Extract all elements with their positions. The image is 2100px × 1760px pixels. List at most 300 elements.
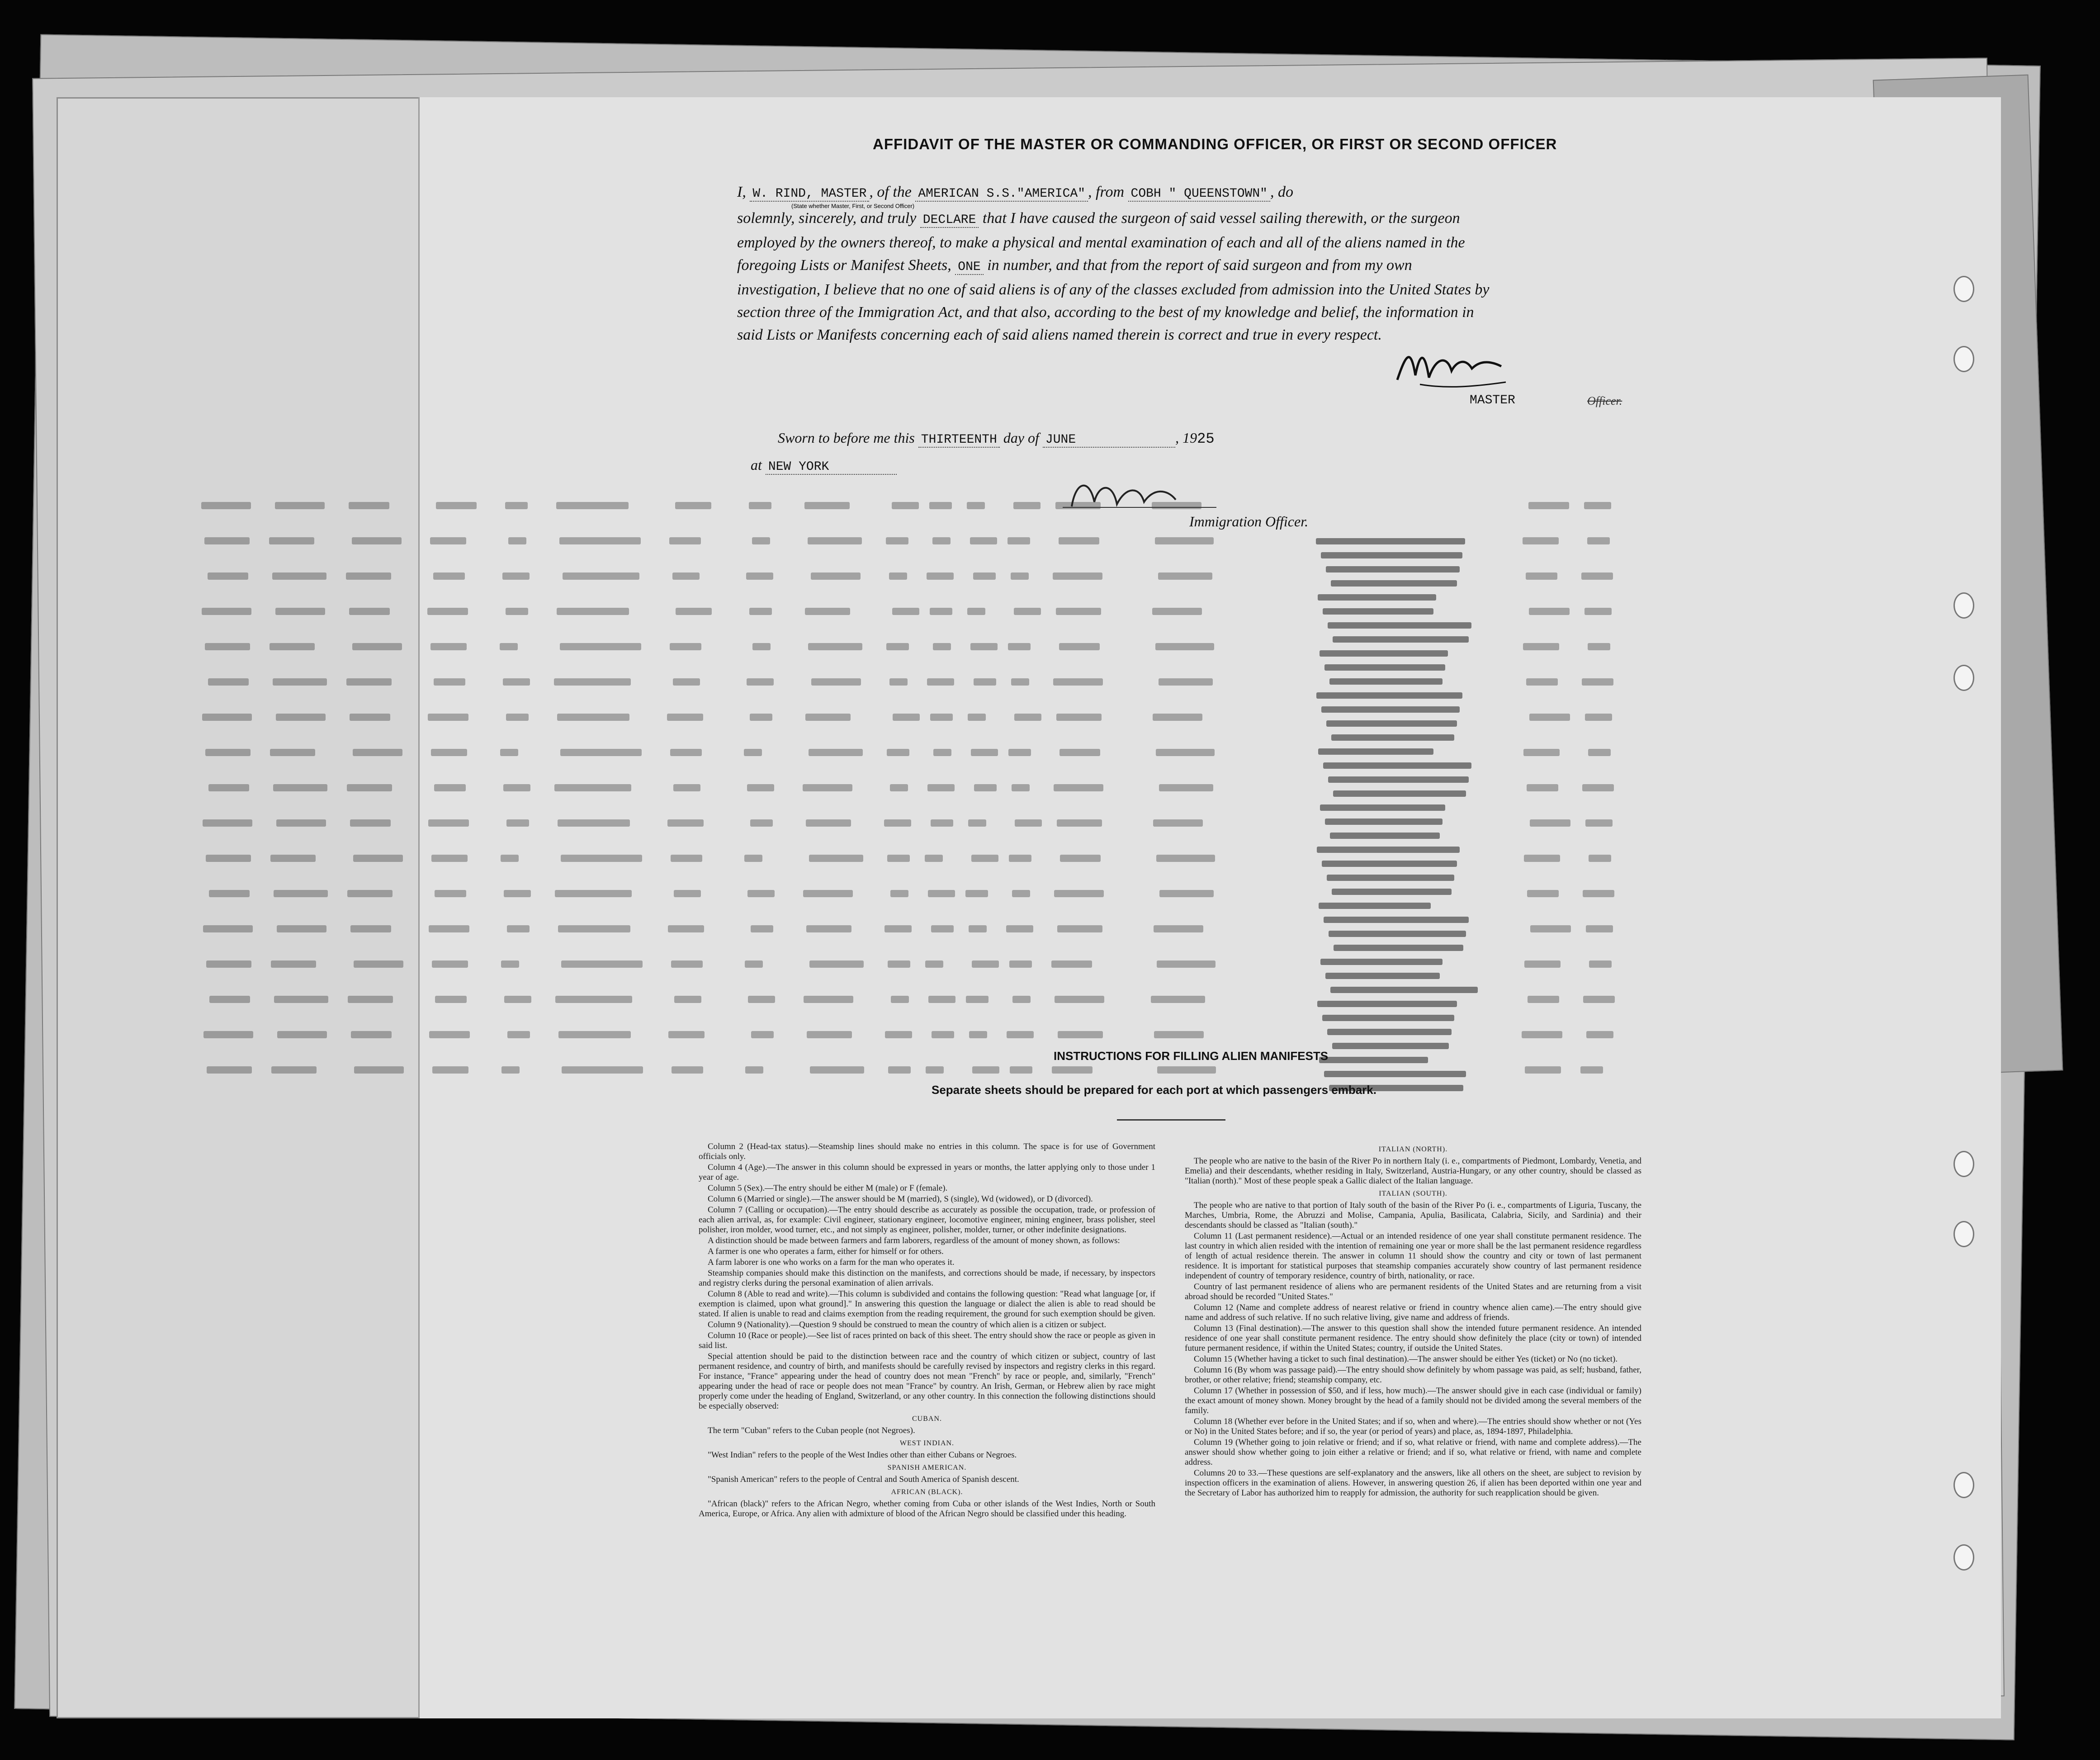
overtyped-fragment [1317, 1001, 1457, 1007]
faded-row-fragment [811, 572, 861, 580]
instruction-paragraph: Steamship companies should make this distinction on the manifests, and corrections should be made, if necessary, by inspectors and registry clerks during the personal examination of alien arrivals. [699, 1268, 1155, 1288]
overtyped-fragment [1334, 945, 1463, 951]
faded-row-fragment [891, 996, 909, 1003]
faded-row-fragment [1009, 960, 1032, 968]
faded-row-fragment [1523, 643, 1559, 650]
overtyped-fragment [1321, 706, 1460, 713]
faded-row-fragment [1154, 1031, 1204, 1038]
faded-row-fragment [671, 960, 703, 968]
faded-row-fragment [1584, 608, 1612, 615]
punch-hole [1953, 1472, 1974, 1498]
faded-row-fragment [746, 572, 773, 580]
faded-row-fragment [556, 502, 629, 509]
faded-row-fragment [351, 1031, 392, 1038]
faded-row-fragment [346, 572, 391, 580]
handwritten-signature [1393, 344, 1510, 393]
faded-row-fragment [927, 678, 954, 686]
faded-row-fragment [205, 643, 250, 650]
faded-row-fragment [276, 819, 326, 827]
faded-row-fragment [927, 572, 954, 580]
faded-row-fragment [208, 572, 248, 580]
faded-row-fragment [1585, 819, 1613, 827]
faded-row-fragment [667, 714, 703, 721]
faded-row-fragment [972, 960, 999, 968]
faded-row-fragment [745, 960, 763, 968]
overtyped-fragment [1321, 552, 1462, 558]
faded-row-fragment [751, 925, 773, 932]
overtyped-fragment [1329, 931, 1466, 937]
faded-row-fragment [207, 1066, 252, 1074]
instruction-paragraph: The term "Cuban" refers to the Cuban people (not Negroes). [708, 1426, 915, 1435]
faded-row-fragment [1006, 925, 1033, 932]
faded-row-fragment [674, 996, 701, 1003]
affidavit-text: I, [737, 184, 746, 200]
faded-row-fragment [275, 502, 325, 509]
instructions-left-column [699, 1142, 1155, 1520]
signature-role: MASTER [1470, 393, 1515, 407]
instruction-paragraph: Column 8 (Able to read and write).—This column is subdivided and contains the following question: "Read what language [or, if exemption is claimed, upon what ground]." In answering this question the language or dialect the alien is able to read should be stated. If alien is unable to read and claims exemption from the reading requirement, the ground for such exemption should be given. [699, 1289, 1155, 1319]
faded-row-fragment [432, 960, 468, 968]
faded-row-fragment [434, 784, 466, 791]
overtyped-fragment [1318, 594, 1436, 601]
overtyped-fragment [1330, 833, 1440, 839]
faded-row-fragment [1012, 996, 1031, 1003]
instruction-paragraph: Column 11 (Last permanent residence).—Actual or an intended residence of one year shall constitute permanent residence. The last country in which alien resided with the intention of remaining one year or more shall be the last permanent residence regardless of length of actual residence therein. The answer in column 11 should show the country and city or town of last permanent residence. It is important for statistical purposes that steamship companies accurately show country of last permanent residence independent of country of temporary residence, country of birth, nationality, or race. [1185, 1231, 1641, 1281]
faded-row-fragment [676, 608, 712, 615]
faded-row-fragment [1159, 678, 1213, 686]
overtyped-fragment [1323, 762, 1471, 769]
faded-row-fragment [433, 572, 465, 580]
faded-row-fragment [273, 678, 327, 686]
faded-row-fragment [208, 678, 249, 686]
faded-row-fragment [747, 678, 774, 686]
faded-row-fragment [558, 819, 630, 827]
punch-hole [1953, 1221, 1974, 1247]
faded-row-fragment [1054, 890, 1104, 897]
faded-row-fragment [1159, 890, 1214, 897]
faded-row-fragment [1155, 643, 1214, 650]
overtyped-fragment [1331, 734, 1454, 741]
affidavit-line-2 [737, 207, 1506, 232]
faded-row-fragment [269, 537, 314, 544]
faded-row-fragment [563, 572, 639, 580]
faded-row-fragment [1057, 925, 1102, 932]
faded-row-fragment [969, 925, 987, 932]
faded-row-fragment [203, 1031, 253, 1038]
overtyped-fragment [1328, 776, 1469, 783]
faded-row-fragment [750, 819, 773, 827]
faded-row-fragment [203, 925, 253, 932]
faded-row-fragment [347, 890, 393, 897]
faded-row-fragment [1156, 749, 1215, 756]
faded-row-fragment [435, 890, 466, 897]
faded-row-fragment [809, 749, 863, 756]
faded-row-fragment [967, 608, 985, 615]
faded-row-fragment [428, 714, 468, 721]
faded-row-fragment [275, 608, 325, 615]
faded-row-fragment [1582, 678, 1613, 686]
sworn-text: day of [1003, 430, 1039, 446]
declare-word: DECLARE [920, 213, 979, 228]
faded-row-fragment [508, 537, 526, 544]
faded-row-fragment [1156, 855, 1215, 862]
faded-row-fragment [970, 537, 997, 544]
faded-row-fragment [932, 1031, 954, 1038]
faded-row-fragment [204, 537, 250, 544]
instruction-paragraph: Column 7 (Calling or occupation).—The entry should describe as accurately as possible the occupation, trade, or profession of each alien arrival, as, for example: Civil engineer, stationary engineer, locomotive engineer, mining engineer, brass polisher, steel polisher, iron molder, wood turner, etc., and not simply as engineer, polisher, molder, turner, or other indefinite designations. [699, 1205, 1155, 1235]
faded-row-fragment [203, 819, 252, 827]
faded-row-fragment [672, 572, 700, 580]
faded-row-fragment [811, 678, 861, 686]
faded-row-fragment [205, 749, 251, 756]
sworn-text: at [751, 457, 762, 473]
faded-row-fragment [1014, 608, 1041, 615]
faded-row-fragment [558, 1031, 631, 1038]
faded-row-fragment [504, 996, 531, 1003]
affidavit-text: that I have caused the surgeon of said vessel sailing therewith, or the surgeon [982, 210, 1460, 227]
divider-rule [1117, 1119, 1225, 1121]
overtyped-fragment [1323, 608, 1433, 615]
faded-row-fragment [933, 643, 951, 650]
faded-row-fragment [349, 608, 390, 615]
faded-row-fragment [430, 537, 466, 544]
faded-row-fragment [1584, 502, 1611, 509]
faded-row-fragment [1059, 643, 1100, 650]
section-heading: ITALIAN (NORTH). [1378, 1145, 1448, 1153]
faded-row-fragment [1586, 1031, 1613, 1038]
overtyped-fragment [1316, 692, 1462, 699]
faded-row-fragment [669, 537, 701, 544]
faded-row-fragment [434, 678, 465, 686]
overtyped-fragment [1325, 973, 1440, 979]
faded-row-fragment [1013, 502, 1041, 509]
faded-row-fragment [209, 890, 250, 897]
faded-row-fragment [668, 1031, 705, 1038]
faded-row-fragment [430, 643, 467, 650]
faded-row-fragment [1522, 1031, 1562, 1038]
faded-row-fragment [501, 855, 519, 862]
faded-row-fragment [1529, 608, 1570, 615]
faded-row-fragment [887, 855, 910, 862]
faded-row-fragment [1058, 1031, 1103, 1038]
overtyped-fragment [1325, 818, 1443, 825]
faded-row-fragment [886, 537, 908, 544]
faded-row-fragment [1059, 749, 1100, 756]
faded-row-fragment [500, 749, 518, 756]
faded-row-fragment [274, 890, 328, 897]
faded-row-fragment [501, 960, 519, 968]
faded-row-fragment [270, 855, 316, 862]
faded-row-fragment [1008, 643, 1031, 650]
overtyped-fragment [1327, 875, 1454, 881]
faded-row-fragment [808, 537, 862, 544]
overtyped-fragment [1327, 1029, 1452, 1035]
faded-row-fragment [1586, 925, 1613, 932]
faded-row-fragment [1012, 890, 1030, 897]
affidavit-text: foregoing Lists or Manifest Sheets, [737, 257, 951, 274]
overtyped-fragment [1324, 1071, 1466, 1077]
faded-row-fragment [506, 608, 528, 615]
faded-row-fragment [1153, 714, 1202, 721]
faded-row-fragment [1011, 678, 1029, 686]
overtyped-fragment [1318, 748, 1433, 755]
faded-row-fragment [208, 784, 249, 791]
faded-row-fragment [1528, 502, 1569, 509]
faded-row-fragment [928, 890, 955, 897]
faded-row-fragment [504, 890, 531, 897]
instruction-paragraph: Columns 20 to 33.—These questions are self-explanatory and the answers, like all others on the sheet, are subject to revision by inspection officers in the examination of aliens. However, in answering question 26, if alien has been deported within one year and the Secretary of Labor has authorized him to reapply for admission, the authority for such reapplication should be given. [1185, 1468, 1641, 1498]
faded-row-fragment [885, 1031, 912, 1038]
section-heading: WEST INDIAN. [899, 1439, 955, 1447]
faded-row-fragment [1589, 855, 1611, 862]
faded-row-fragment [202, 608, 251, 615]
faded-row-fragment [347, 784, 392, 791]
faded-row-fragment [892, 608, 919, 615]
faded-row-fragment [807, 1031, 852, 1038]
instruction-paragraph: Column 18 (Whether ever before in the United States; and if so, when and where).—The entries should show whether or not (Yes or No) in the United States before; and if so, the year (or period of years) and place, as, 1894-1897, Philadelphia. [1185, 1417, 1641, 1436]
instruction-paragraph: Column 12 (Name and complete address of nearest relative or friend in country whence alien came).—The entry should give name and address of such relative. If no such relative living, give name and address of friends. [1185, 1303, 1641, 1322]
faded-row-fragment [1053, 572, 1102, 580]
instruction-paragraph: "Spanish American" refers to the people of Central and South America of Spanish descent. [708, 1475, 1019, 1484]
affidavit-text: solemnly, sincerely, and truly [737, 210, 917, 227]
faded-row-fragment [931, 925, 954, 932]
faded-row-fragment [354, 960, 403, 968]
faded-row-fragment [1015, 819, 1042, 827]
faded-row-fragment [889, 572, 907, 580]
faded-row-fragment [673, 784, 700, 791]
faded-row-fragment [1014, 714, 1041, 721]
faded-row-fragment [1159, 784, 1213, 791]
vessel-name: AMERICAN S.S."AMERICA" [915, 187, 1088, 202]
overtyped-fragment [1332, 889, 1452, 895]
faded-row-fragment [273, 784, 327, 791]
faded-row-fragment [558, 925, 630, 932]
faded-row-fragment [503, 784, 530, 791]
faded-row-fragment [1152, 608, 1202, 615]
state-officer-note: (State whether Master, First, or Second Officer) [791, 203, 915, 209]
overtyped-fragment [1324, 917, 1469, 923]
faded-row-fragment [752, 537, 770, 544]
faded-row-fragment [1155, 537, 1214, 544]
faded-row-fragment [932, 537, 951, 544]
faded-row-fragment [928, 996, 955, 1003]
instructions-subtitle: Separate sheets should be prepared for each port at which passengers embark. [932, 1083, 1376, 1097]
faded-row-fragment [501, 1066, 520, 1074]
immigration-officer-label: Immigration Officer. [1189, 513, 1309, 530]
instruction-paragraph: Column 9 (Nationality).—Question 9 should be construed to mean the country of which alien is a citizen or subject. [708, 1320, 1107, 1329]
overtyped-fragment [1326, 566, 1460, 572]
faded-row-fragment [887, 749, 909, 756]
punch-hole [1953, 1151, 1974, 1177]
faded-row-fragment [436, 502, 477, 509]
faded-row-fragment [805, 714, 851, 721]
faded-row-fragment [926, 1066, 944, 1074]
sworn-month: JUNE [1043, 433, 1175, 448]
instruction-paragraph: "West Indian" refers to the people of the West Indies other than either Cubans or Negroes. [708, 1450, 1017, 1460]
faded-row-fragment [1524, 855, 1560, 862]
faded-row-fragment [557, 714, 629, 721]
faded-row-fragment [747, 890, 775, 897]
instruction-paragraph: A farm laborer is one who works on a farm for the man who operates it. [708, 1258, 955, 1267]
faded-row-fragment [557, 608, 629, 615]
faded-row-fragment [271, 960, 316, 968]
faded-row-fragment [1527, 784, 1558, 791]
faded-row-fragment [672, 1066, 703, 1074]
affidavit-line-5: investigation, I believe that no one of said aliens is of any of the classes excluded from admission into the United States by [737, 281, 1490, 298]
faded-row-fragment [271, 1066, 317, 1074]
faded-row-fragment [201, 502, 251, 509]
faded-row-fragment [561, 855, 642, 862]
faded-row-fragment [667, 819, 704, 827]
instruction-paragraph: A distinction should be made between farmers and farm laborers, regardless of the amount of money shown, as follows: [708, 1236, 1120, 1245]
section-heading: AFRICAN (BLACK). [891, 1488, 963, 1496]
faded-row-fragment [554, 678, 631, 686]
faded-row-fragment [744, 855, 762, 862]
faded-row-fragment [1010, 1066, 1032, 1074]
overtyped-fragment [1316, 538, 1465, 544]
faded-row-fragment [506, 714, 529, 721]
faded-row-fragment [500, 643, 518, 650]
faded-row-fragment [1587, 537, 1610, 544]
overtyped-fragment [1326, 720, 1457, 727]
faded-row-fragment [507, 1031, 530, 1038]
instruction-paragraph: A farmer is one who operates a farm, either for himself or for others. [708, 1247, 944, 1256]
instructions-title: INSTRUCTIONS FOR FILLING ALIEN MANIFESTS [1054, 1049, 1329, 1063]
faded-row-fragment [1530, 819, 1570, 827]
faded-row-fragment [506, 819, 529, 827]
overtyped-fragment [1319, 1057, 1428, 1063]
sworn-year: 25 [1197, 431, 1215, 447]
overtyped-fragment [1330, 987, 1478, 993]
faded-row-fragment [1008, 749, 1031, 756]
affidavit-text: in number, and that from the report of said surgeon and from my own [987, 257, 1412, 274]
faded-row-fragment [809, 960, 864, 968]
faded-row-fragment [1151, 996, 1205, 1003]
faded-row-fragment [1054, 784, 1103, 791]
faded-row-fragment [270, 749, 315, 756]
overtyped-fragment [1333, 636, 1469, 643]
faded-row-fragment [747, 784, 774, 791]
affidavit-line-3: employed by the owners thereof, to make a physical and mental examination of each and all of the aliens named in the [737, 234, 1465, 251]
faded-row-fragment [890, 784, 908, 791]
faded-row-fragment [1526, 572, 1557, 580]
faded-row-fragment [1529, 714, 1570, 721]
faded-row-fragment [929, 502, 952, 509]
faded-row-fragment [1011, 572, 1029, 580]
faded-row-fragment [750, 714, 772, 721]
faded-row-fragment [1588, 749, 1611, 756]
faded-row-fragment [889, 678, 908, 686]
faded-row-fragment [206, 960, 251, 968]
faded-row-fragment [428, 819, 469, 827]
faded-row-fragment [431, 749, 467, 756]
faded-row-fragment [561, 960, 643, 968]
instruction-paragraph: Column 2 (Head-tax status).—Steamship lines should make no entries in this column. The space is for use of Government officials only. [699, 1142, 1155, 1161]
instructions-right-column [1185, 1142, 1641, 1499]
punch-hole [1953, 346, 1974, 372]
faded-row-fragment [562, 1066, 643, 1074]
faded-row-fragment [353, 749, 402, 756]
affidavit-line-4 [737, 254, 1506, 279]
instruction-paragraph: Column 13 (Final destination).—The answer to this question shall show the intended future permanent residence. An intended residence of one year shall constitute permanent residence. The entry should show definitely the place (city or town) of intended future permanent residence, if within the United States; country, if outside the United States. [1185, 1324, 1641, 1353]
punch-hole [1953, 1544, 1974, 1571]
faded-row-fragment [270, 643, 315, 650]
affidavit-text: , of the [869, 184, 912, 200]
section-heading: ITALIAN (SOUTH). [1379, 1190, 1447, 1197]
instruction-paragraph: Column 19 (Whether going to join relative or friend; and if so, what relative or friend, with name and complete address).—The answer should show whether going to join either a relative or friend; and if so, what relative or friend, with name and complete address. [1185, 1438, 1641, 1467]
instruction-paragraph: Column 5 (Sex).—The entry should be either M (male) or F (female). [708, 1183, 948, 1193]
faded-row-fragment [429, 1031, 470, 1038]
overtyped-fragment [1333, 790, 1466, 797]
faded-row-fragment [1581, 572, 1613, 580]
sworn-place-line [751, 457, 897, 474]
faded-row-fragment [1158, 572, 1212, 580]
faded-row-fragment [353, 855, 403, 862]
faded-row-fragment [1057, 819, 1102, 827]
instruction-paragraph: Column 6 (Married or single).—The answer should be M (married), S (single), Wd (widowed), or D (divorced). [708, 1194, 1093, 1204]
faded-row-fragment [1009, 855, 1031, 862]
faded-row-fragment [969, 1031, 987, 1038]
faded-row-fragment [971, 855, 998, 862]
section-heading: SPANISH AMERICAN. [887, 1464, 967, 1471]
faded-row-fragment [1528, 996, 1559, 1003]
faded-row-fragment [1580, 1066, 1603, 1074]
faded-row-fragment [1059, 537, 1099, 544]
struck-officer-label: Officer. [1587, 394, 1622, 407]
faded-row-fragment [350, 925, 391, 932]
faded-row-fragment [893, 714, 920, 721]
faded-row-fragment [974, 678, 996, 686]
faded-row-fragment [1007, 537, 1030, 544]
faded-row-fragment [748, 996, 775, 1003]
faded-row-fragment [1157, 1066, 1216, 1074]
overtyped-fragment [1317, 847, 1460, 853]
faded-row-fragment [971, 749, 998, 756]
overtyped-fragment [1322, 861, 1457, 867]
faded-row-fragment [670, 643, 701, 650]
faded-row-fragment [673, 678, 700, 686]
faded-row-fragment [431, 855, 468, 862]
faded-row-fragment [1056, 608, 1101, 615]
punch-hole [1953, 665, 1974, 691]
overtyped-fragment [1332, 1043, 1449, 1049]
faded-row-fragment [1060, 855, 1101, 862]
overtyped-fragment [1320, 804, 1445, 811]
instruction-paragraph: Column 4 (Age).—The answer in this column should be expressed in years or months, the latter applying only to those under 1 year of age. [699, 1163, 1155, 1182]
faded-row-fragment [933, 749, 951, 756]
faded-row-fragment [674, 890, 701, 897]
faded-row-fragment [804, 502, 850, 509]
faded-row-fragment [974, 784, 997, 791]
faded-row-fragment [1157, 960, 1216, 968]
faded-row-fragment [1053, 678, 1103, 686]
faded-row-fragment [1589, 960, 1612, 968]
sworn-place: NEW YORK [766, 460, 897, 475]
faded-row-fragment [276, 714, 326, 721]
affidavit-text: , do [1270, 184, 1293, 200]
faded-row-fragment [1585, 714, 1612, 721]
faded-row-fragment [805, 608, 850, 615]
affidavit-line-1 [737, 181, 1506, 205]
faded-row-fragment [277, 925, 326, 932]
overtyped-fragment [1331, 580, 1457, 587]
faded-row-fragment [751, 1031, 774, 1038]
faded-row-fragment [354, 1066, 404, 1074]
instruction-paragraph: Special attention should be paid to the distinction between race and the country of which citizen or subject, country of last permanent residence, and country of birth, and manifests should be carefully revised by inspectors and registry clerks in this regard. For instance, "France" appearing under the head of country does not mean "French" by race or people, and, similarly, "French" appearing under the head of race or people does not mean "France" by country. An Irish, German, or Hebrew alien by race might properly come under the heading of England, Switzerland, or any other country. In this connection the following distinctions should be especially observed: [699, 1352, 1155, 1411]
faded-row-fragment [502, 572, 530, 580]
faded-row-fragment [1583, 890, 1614, 897]
overtyped-fragment [1322, 1015, 1454, 1021]
